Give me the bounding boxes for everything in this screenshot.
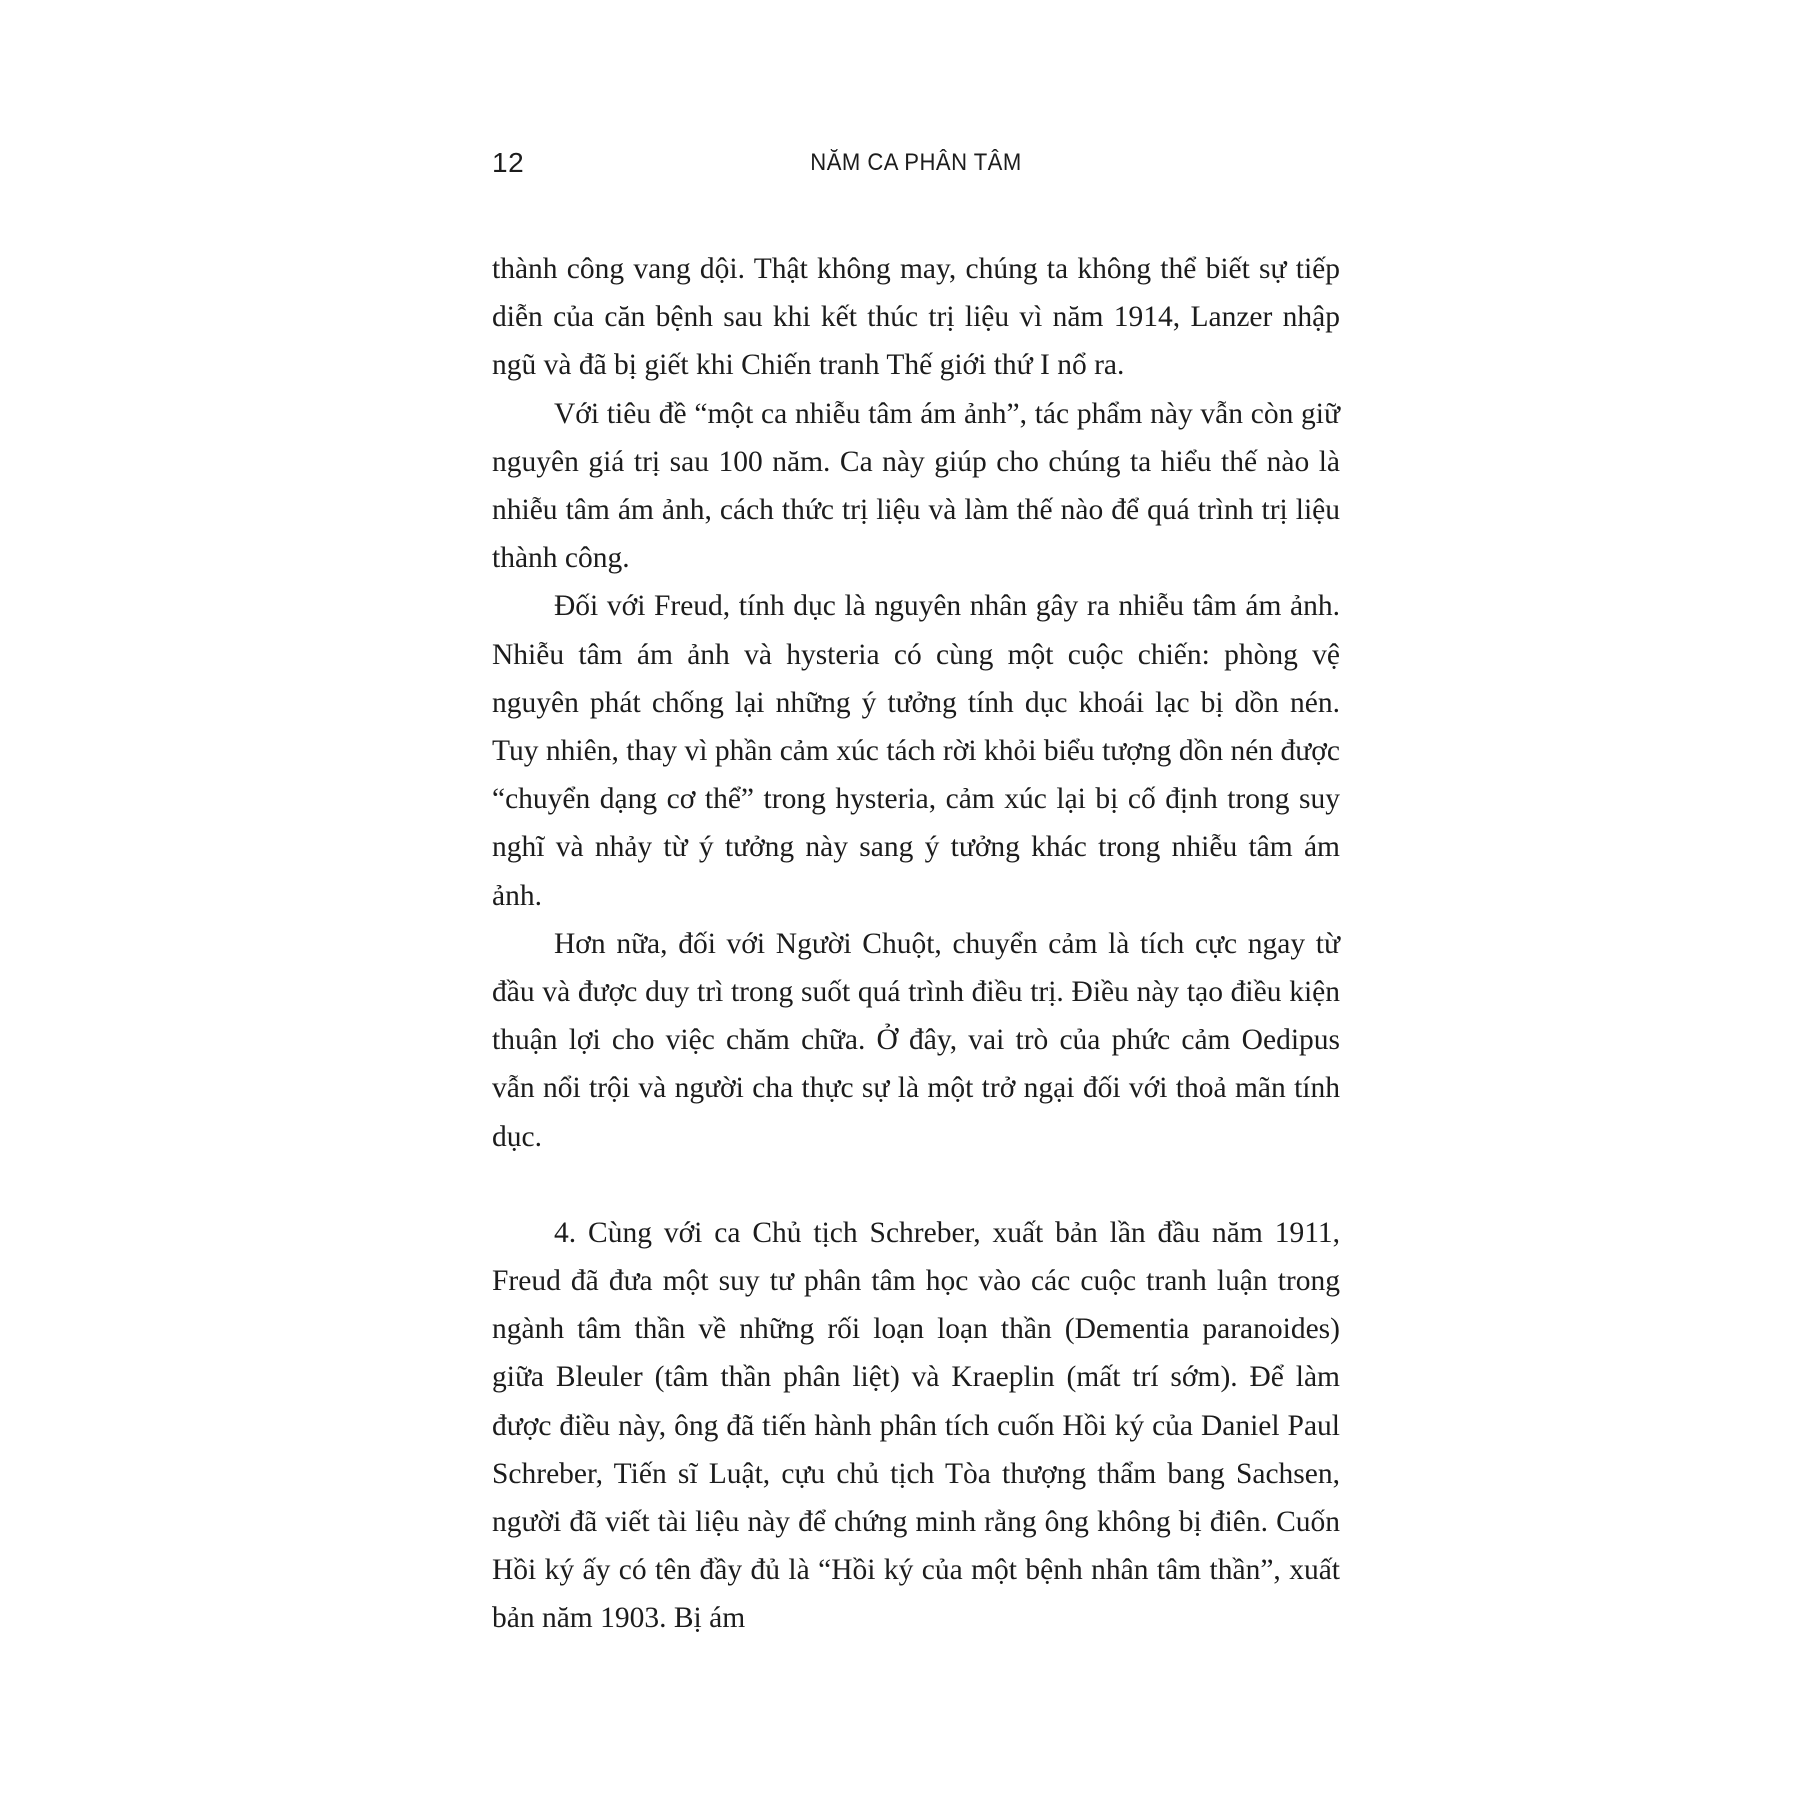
paragraph: Với tiêu đề “một ca nhiễu tâm ám ảnh”, tác phẩm này vẫn còn giữ nguyên giá trị sau 100 năm. Ca này giúp cho chúng ta hiểu thế nào là nhiễu tâm ám ảnh, cách thức trị liệu và làm thế nào để quá trình trị liệu thành công. bbox=[492, 397, 1340, 575]
paragraph-continuation: thành công vang dội. Thật không may, chúng ta không thể biết sự tiếp diễn của căn bệnh sau khi kết thúc trị liệu vì năm 1914, Lanzer nhập ngũ và đã bị giết khi Chiến tranh Thế giới thứ I nổ ra. bbox=[492, 253, 1340, 382]
paragraph: Hơn nữa, đối với Người Chuột, chuyển cảm là tích cực ngay từ đầu và được duy trì trong suốt quá trình điều trị. Điều này tạo điều kiện thuận lợi cho việc chăm chữa. Ở đây, vai trò của phức cảm Oedipus vẫn nổi trội và người cha thực sự là một trở ngại đối với thoả mãn tính dục. bbox=[492, 927, 1340, 1153]
running-head bbox=[492, 143, 1340, 183]
paragraph-section-4: 4. Cùng với ca Chủ tịch Schreber, xuất bản lần đầu năm 1911, Freud đã đưa một suy tư phân tâm học vào các cuộc tranh luận trong ngành tâm thần về những rối loạn loạn thần (Dementia paranoides) giữa Bleuler (tâm thần phân liệt) và Kraeplin (mất trí sớm). Để làm được điều này, ông đã tiến hành phân tích cuốn Hồi ký của Daniel Paul Schreber, Tiến sĩ Luật, cựu chủ tịch Tòa thượng thẩm bang Sachsen, người đã viết tài liệu này để chứng minh rằng ông không bị điên. Cuốn Hồi ký ấy có tên đầy đủ là “Hồi ký của một bệnh nhân tâm thần”, xuất bản năm 1903. Bị ám bbox=[492, 1216, 1340, 1635]
page-number: 12 bbox=[492, 147, 525, 178]
body-text bbox=[492, 245, 1340, 1643]
paragraph: Đối với Freud, tính dục là nguyên nhân gây ra nhiễu tâm ám ảnh. Nhiễu tâm ám ảnh và hysteria có cùng một cuộc chiến: phòng vệ nguyên phát chống lại những ý tưởng tính dục khoái lạc bị dồn nén. Tuy nhiên, thay vì phần cảm xúc tách rời khỏi biểu tượng dồn nén được “chuyển dạng cơ thể” trong hysteria, cảm xúc lại bị cố định trong suy nghĩ và nhảy từ ý tưởng này sang ý tưởng khác trong nhiễu tâm ám ảnh. bbox=[492, 590, 1340, 912]
book-title: NĂM CA PHÂN TÂM bbox=[810, 149, 1022, 176]
